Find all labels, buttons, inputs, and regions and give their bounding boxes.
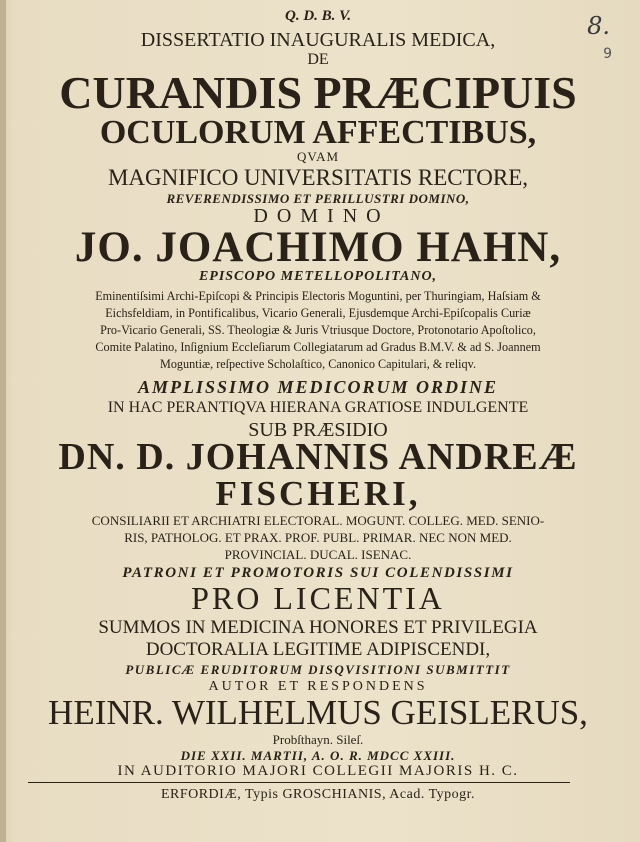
faculty-line-1: AMPLISSIMO MEDICORUM ORDINE: [137, 377, 499, 397]
dissertation-heading: DISSERTATIO INAUGURALIS MEDICA,: [140, 29, 496, 51]
degree-line-4: PUBLICÆ ERUDITORUM DISQVISITIONI SUBMITTIT: [125, 662, 511, 677]
degree-line-3: DOCTORALIA LEGITIME ADIPISCENDI,: [145, 639, 491, 660]
date-line: DIE XXII. MARTII, A. O. R. MDCC XXIII.: [180, 748, 456, 763]
praeses-name-1: DN. D. JOHANNIS ANDREÆ: [58, 436, 578, 478]
rector-honorific: REVERENDISSIMO ET PERILLUSTRI DOMINO,: [166, 191, 470, 206]
praeses-desc-2: RIS, PATHOLOG. ET PRAX. PROF. PUBL. PRIMAR. NEC NON MED.: [124, 530, 512, 545]
main-title-line1: CURANDIS PRÆCIPUIS: [59, 67, 577, 118]
author-name: HEINR. WILHELMUS GEISLERUS,: [48, 693, 588, 732]
degree-pro-licentia: PRO LICENTIA: [191, 580, 445, 616]
invocation: Q. D. B. V.: [285, 8, 351, 24]
praeses-patron: PATRONI ET PROMOTORIS SUI COLENDISSIMI: [122, 565, 514, 581]
faculty-line-3: SUB PRÆSIDIO: [248, 419, 388, 441]
rector-domino: D O M I N O: [253, 205, 383, 227]
rector-desc-2: Eichsfeldiam, in Pontificalibus, Vicario Generali, Ejusdemque Archi-Epiſcopalis Curiæ: [105, 306, 531, 320]
corner-mark: 9: [603, 46, 612, 62]
title-de: DE: [307, 51, 329, 68]
handwritten-page-number: 8.: [587, 12, 610, 40]
rector-desc-1: Eminentiſsimi Archi-Epiſcopi & Principis Electoris Moguntini, per Thuringiam, Haſsiam &: [95, 289, 541, 303]
rector-line: MAGNIFICO UNIVERSITATIS RECTORE,: [107, 165, 529, 190]
praeses-name-2: FISCHERI,: [215, 474, 421, 513]
imprint-rule: [28, 782, 570, 783]
rector-desc-5: Moguntiæ, reſpective Scholaſtico, Canonico Capitulari, & reliqv.: [159, 357, 477, 371]
degree-line-5: AUTOR ET RESPONDENS: [208, 679, 428, 694]
venue-line: IN AUDITORIO MAJORI COLLEGII MAJORIS H. C.: [117, 763, 519, 779]
title-qvam: QVAM: [296, 149, 340, 164]
main-title-line2: OCULORUM AFFECTIBUS,: [99, 114, 537, 151]
praeses-desc-3: PROVINCIAL. DUCAL. ISENAC.: [224, 547, 412, 562]
rector-desc-3: Pro-Vicario Generali, SS. Theologiæ & Juris Vtriusque Doctore, Protonotario Apoſtolico,: [100, 323, 536, 337]
rector-desc-4: Comite Palatino, Inſignium Eccleſiarum Collegiatarum ad Gradus B.M.V. & ad S. Joannem: [95, 340, 541, 354]
faculty-line-2: IN HAC PERANTIQVA HIERANA GRATIOSE INDULGENTE: [107, 399, 529, 416]
rector-name: JO. JOACHIMO HAHN,: [74, 224, 562, 271]
degree-line-2: SUMMOS IN MEDICINA HONORES ET PRIVILEGIA: [98, 617, 538, 638]
rector-title: EPISCOPO METELLOPOLITANO,: [198, 269, 438, 284]
binding-edge: [0, 0, 6, 842]
author-origin: Probſthayn. Sileſ.: [272, 732, 364, 747]
imprint-line: ERFORDIÆ, Typis GROSCHIANIS, Acad. Typogr.: [160, 787, 476, 802]
praeses-desc-1: CONSILIARII ET ARCHIATRI ELECTORAL. MOGUNT. COLLEG. MED. SENIO-: [91, 513, 545, 528]
